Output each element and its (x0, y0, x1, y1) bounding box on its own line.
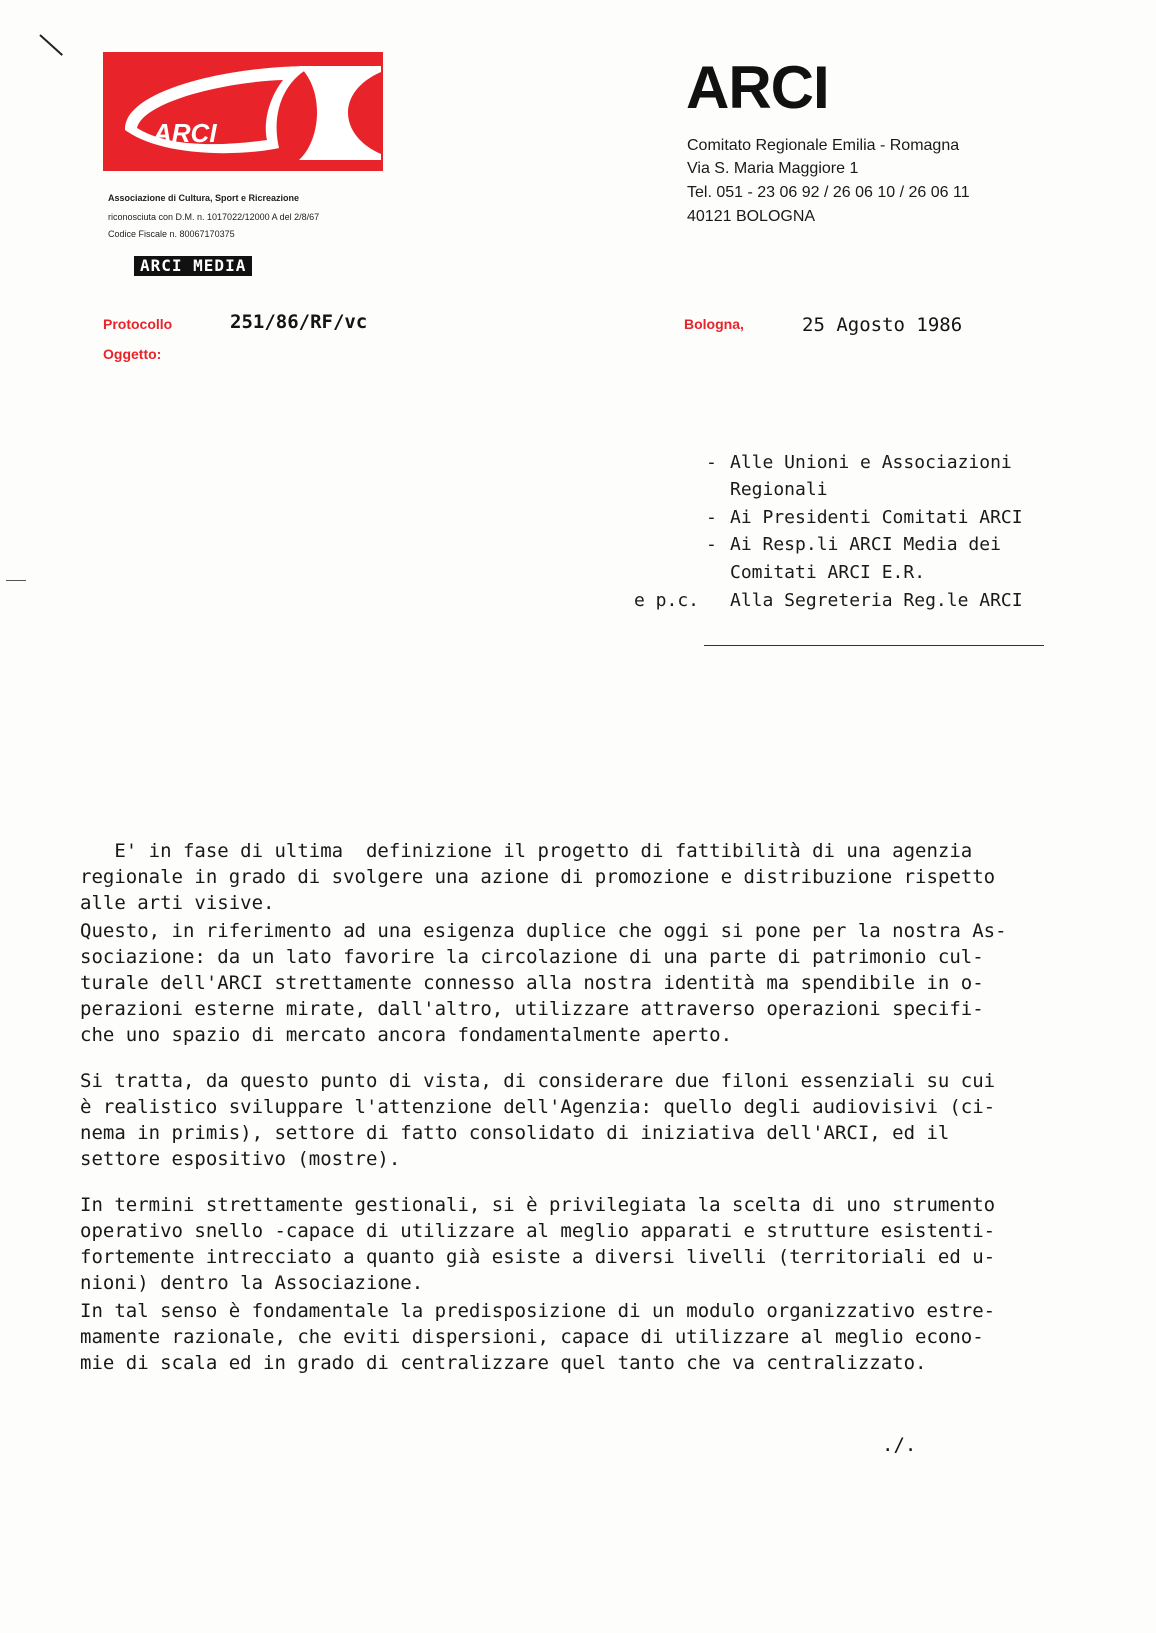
body-line: nema in primis), settore di fatto consolidato di iniziativa dell'ARCI, ed il (80, 1122, 950, 1144)
recipient-bullet: - (706, 452, 717, 473)
protocol-label: Protocollo (103, 316, 173, 332)
body-line: perazioni esterne mirate, dall'altro, utilizzare attraverso operazioni specifi- (80, 998, 984, 1020)
body-line: mie di scala ed in grado di centralizzare quel tanto che va centralizzato. (80, 1352, 927, 1374)
arci-logo-graphic (103, 52, 383, 171)
body-line: fortemente intrecciato a quanto già esiste a diversi livelli (territoriali ed u- (80, 1246, 996, 1268)
body-line: mamente razionale, che eviti dispersioni, capace di utilizzare al meglio econo- (80, 1326, 984, 1348)
margin-tick (6, 580, 26, 581)
body-line: regionale in grado di svolgere una azione di promozione e distribuzione rispetto (80, 866, 996, 888)
cc-label: e p.c. (634, 590, 700, 611)
sender-committee: Comitato Regionale Emilia - Romagna (687, 137, 960, 154)
sender-organization: ARCI (686, 54, 829, 121)
recipient-bullet: - (706, 507, 717, 528)
body-line: turale dell'ARCI strettamente connesso alla nostra identità ma spendibile in o- (80, 972, 984, 994)
department-tag: ARCI MEDIA (134, 256, 252, 276)
recipient-line: Ai Resp.li ARCI Media dei (730, 534, 1001, 555)
recipient-bullet: - (706, 534, 717, 555)
cc-recipient: Alla Segreteria Reg.le ARCI (730, 590, 1023, 611)
recipient-line: Alle Unioni e Associazioni (730, 452, 1012, 473)
body-line: alle arti visive. (80, 892, 275, 914)
fiscal-code-line: Codice Fiscale n. 80067170375 (108, 229, 235, 239)
body-line: che uno spazio di mercato ancora fondamentalmente aperto. (80, 1024, 733, 1046)
sender-city: 40121 BOLOGNA (687, 208, 816, 225)
recipient-line: Comitati ARCI E.R. (730, 562, 926, 583)
sender-street: Via S. Maria Maggiore 1 (687, 160, 859, 177)
svg-text:ARCI: ARCI (153, 118, 217, 148)
body-line: nioni) dentro la Associazione. (80, 1272, 424, 1294)
body-line: è realistico sviluppare l'attenzione dell'Agenzia: quello degli audiovisivi (ci- (80, 1096, 996, 1118)
subject-label: Oggetto: (103, 346, 162, 362)
sender-phone: Tel. 051 - 23 06 92 / 26 06 10 / 26 06 11 (687, 184, 970, 201)
letter-date: 25 Agosto 1986 (802, 314, 963, 336)
arci-logo (103, 52, 383, 171)
body-line: sociazione: da un lato favorire la circolazione di una parte di patrimonio cul- (80, 946, 984, 968)
body-line: E' in fase di ultima definizione il progetto di fattibilità di una agenzia (80, 840, 973, 862)
body-line: operativo snello -capace di utilizzare al meglio apparati e strutture esistenti- (80, 1220, 996, 1242)
continuation-mark: ./. (882, 1434, 917, 1456)
place-label: Bologna, (684, 316, 744, 332)
body-line: settore espositivo (mostre). (80, 1148, 401, 1170)
recipient-line: Ai Presidenti Comitati ARCI (730, 507, 1023, 528)
recipient-line: Regionali (730, 479, 828, 500)
body-line: In tal senso è fondamentale la predisposizione di un modulo organizzativo estre- (80, 1300, 996, 1322)
association-line: Associazione di Cultura, Sport e Ricreazione (108, 193, 300, 203)
pen-stroke-mark (39, 34, 63, 56)
protocol-value: 251/86/RF/vc (230, 311, 368, 333)
body-line: Questo, in riferimento ad una esigenza duplice che oggi si pone per la nostra As- (80, 920, 1007, 942)
body-line: Si tratta, da questo punto di vista, di considerare due filoni essenziali su cui (80, 1070, 996, 1092)
body-line: In termini strettamente gestionali, si è privilegiata la scelta di uno strumento (80, 1194, 996, 1216)
recognition-line: riconosciuta con D.M. n. 1017022/12000 A del 2/8/67 (108, 212, 320, 222)
recipient-divider (704, 645, 1044, 646)
